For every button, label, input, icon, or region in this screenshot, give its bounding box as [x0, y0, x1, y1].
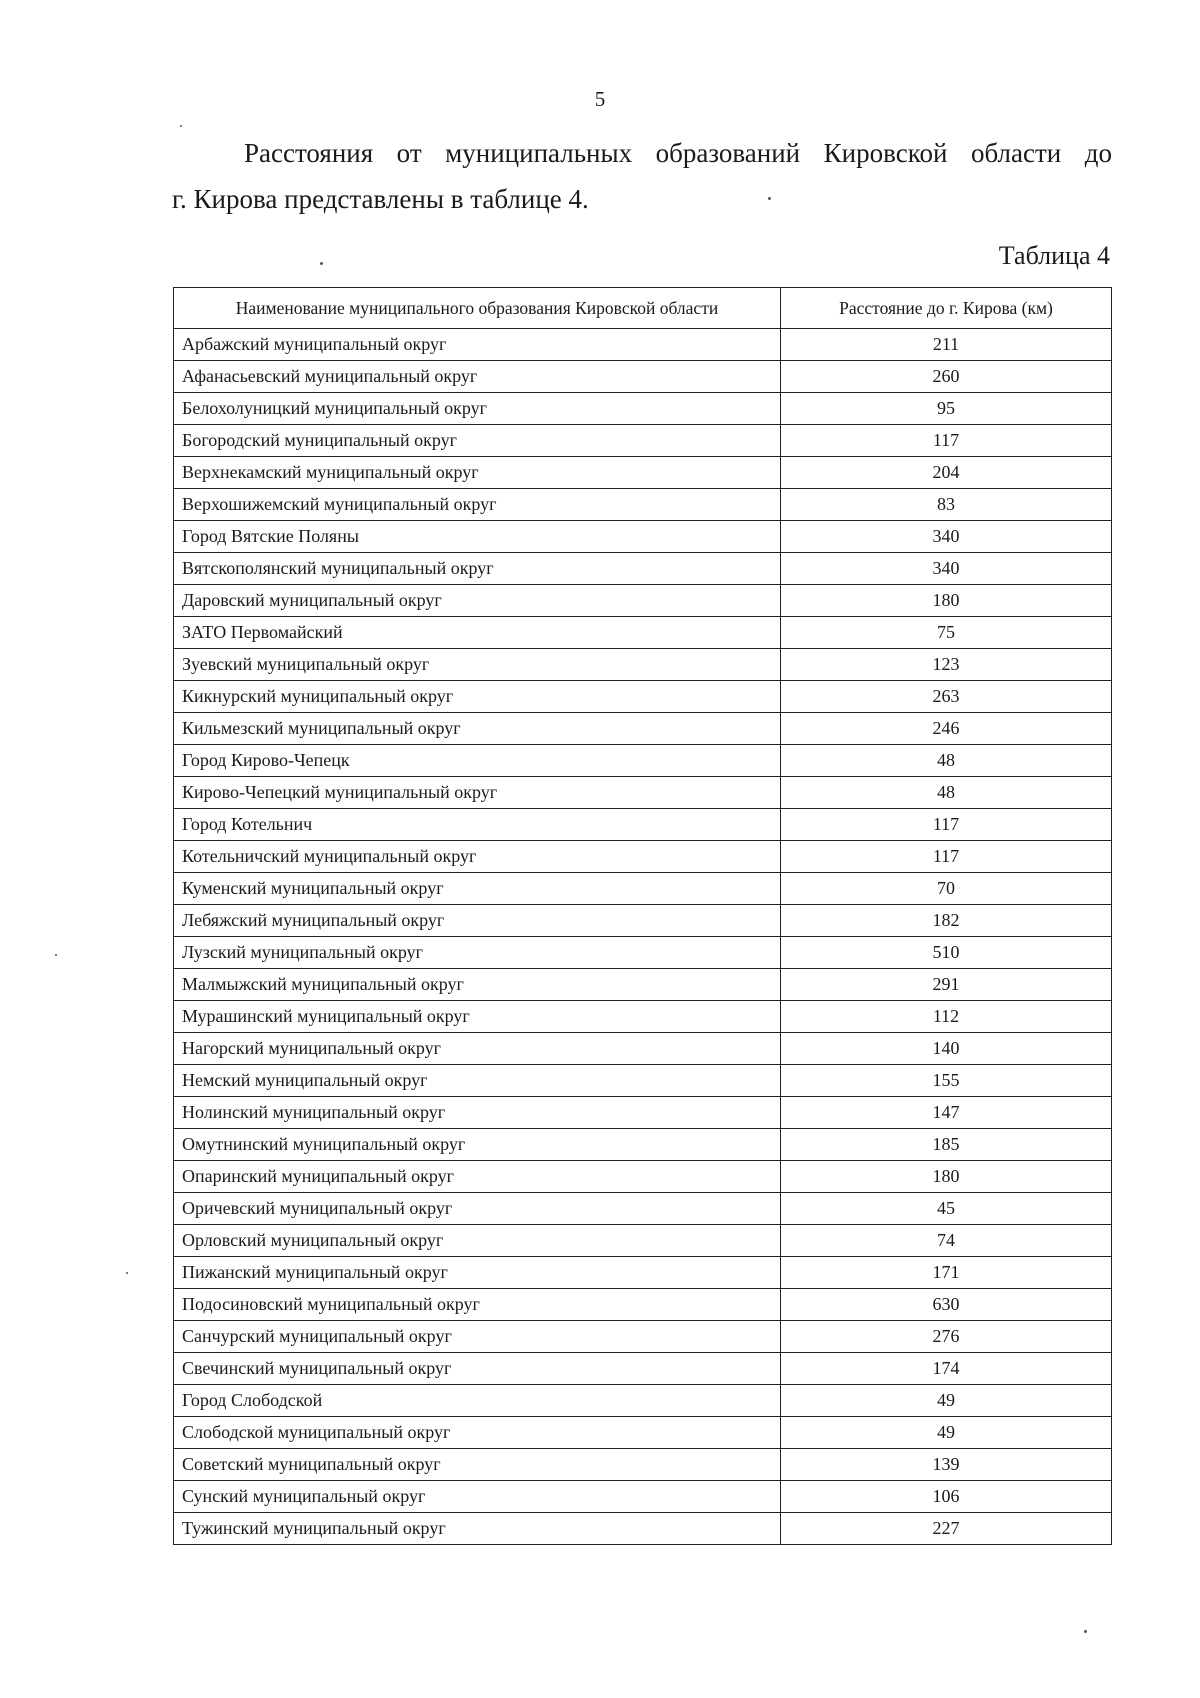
distance-km: 510 — [781, 937, 1112, 969]
municipality-name: Лузский муниципальный округ — [174, 937, 781, 969]
intro-paragraph — [172, 130, 1112, 222]
distance-km: 185 — [781, 1129, 1112, 1161]
distance-km: 117 — [781, 809, 1112, 841]
table-row — [174, 361, 1112, 393]
table-row — [174, 617, 1112, 649]
scan-speck — [126, 1272, 128, 1274]
scan-speck — [180, 125, 182, 127]
distance-km: 630 — [781, 1289, 1112, 1321]
table-row — [174, 937, 1112, 969]
distance-km: 147 — [781, 1097, 1112, 1129]
distance-km: 340 — [781, 521, 1112, 553]
distance-km: 117 — [781, 425, 1112, 457]
table-row — [174, 777, 1112, 809]
table-row — [174, 681, 1112, 713]
distance-km: 140 — [781, 1033, 1112, 1065]
table-caption: Таблица 4 — [998, 241, 1110, 270]
page-number: 5 — [594, 87, 606, 111]
municipality-name: Санчурский муниципальный округ — [174, 1321, 781, 1353]
table-row — [174, 1257, 1112, 1289]
table-row — [174, 841, 1112, 873]
municipality-name: Город Вятские Поляны — [174, 521, 781, 553]
distance-km: 174 — [781, 1353, 1112, 1385]
municipality-name: Лебяжский муниципальный округ — [174, 905, 781, 937]
distance-km: 95 — [781, 393, 1112, 425]
municipality-name: Белохолуницкий муниципальный округ — [174, 393, 781, 425]
municipality-name: Афанасьевский муниципальный округ — [174, 361, 781, 393]
municipality-name: Свечинский муниципальный округ — [174, 1353, 781, 1385]
table-row — [174, 425, 1112, 457]
distance-km: 180 — [781, 1161, 1112, 1193]
table-row — [174, 1097, 1112, 1129]
table-row — [174, 809, 1112, 841]
distance-km: 182 — [781, 905, 1112, 937]
municipality-name: Тужинский муниципальный округ — [174, 1513, 781, 1545]
intro-line-1: Расстояния от муниципальных образований Кировской области до — [244, 138, 1112, 168]
distance-km: 291 — [781, 969, 1112, 1001]
table-row — [174, 873, 1112, 905]
scan-speck — [1084, 1630, 1087, 1633]
distance-km: 180 — [781, 585, 1112, 617]
distance-km: 70 — [781, 873, 1112, 905]
table-body — [174, 329, 1112, 1545]
table-row — [174, 329, 1112, 361]
municipality-name: Немский муниципальный округ — [174, 1065, 781, 1097]
municipality-name: Сунский муниципальный округ — [174, 1481, 781, 1513]
municipality-name: Верхошижемский муниципальный округ — [174, 489, 781, 521]
table-row — [174, 745, 1112, 777]
municipality-name: Подосиновский муниципальный округ — [174, 1289, 781, 1321]
municipality-name: Орловский муниципальный округ — [174, 1225, 781, 1257]
distance-km: 246 — [781, 713, 1112, 745]
distance-km: 260 — [781, 361, 1112, 393]
municipality-name: Арбажский муниципальный округ — [174, 329, 781, 361]
municipality-name: Кирово-Чепецкий муниципальный округ — [174, 777, 781, 809]
municipality-name: Мурашинский муниципальный округ — [174, 1001, 781, 1033]
distance-km: 123 — [781, 649, 1112, 681]
municipality-name: Пижанский муниципальный округ — [174, 1257, 781, 1289]
municipality-name: Вятскополянский муниципальный округ — [174, 553, 781, 585]
municipality-name: ЗАТО Первомайский — [174, 617, 781, 649]
table-row — [174, 1193, 1112, 1225]
table-row — [174, 553, 1112, 585]
municipality-name: Кикнурский муниципальный округ — [174, 681, 781, 713]
table-row — [174, 1449, 1112, 1481]
distance-km: 211 — [781, 329, 1112, 361]
distance-km: 48 — [781, 745, 1112, 777]
scan-speck — [320, 262, 323, 265]
distance-km: 106 — [781, 1481, 1112, 1513]
table-row — [174, 905, 1112, 937]
municipality-name: Даровский муниципальный округ — [174, 585, 781, 617]
table-row — [174, 649, 1112, 681]
municipality-name: Верхнекамский муниципальный округ — [174, 457, 781, 489]
municipality-name: Малмыжский муниципальный округ — [174, 969, 781, 1001]
municipality-name: Куменский муниципальный округ — [174, 873, 781, 905]
table-row — [174, 1353, 1112, 1385]
municipality-name: Богородский муниципальный округ — [174, 425, 781, 457]
distance-km: 155 — [781, 1065, 1112, 1097]
distance-table — [173, 287, 1112, 1545]
municipality-name: Зуевский муниципальный округ — [174, 649, 781, 681]
municipality-name: Нолинский муниципальный округ — [174, 1097, 781, 1129]
distance-km: 227 — [781, 1513, 1112, 1545]
distance-km: 49 — [781, 1417, 1112, 1449]
municipality-name: Город Слободской — [174, 1385, 781, 1417]
municipality-name: Нагорский муниципальный округ — [174, 1033, 781, 1065]
table-row — [174, 1321, 1112, 1353]
municipality-name: Котельничский муниципальный округ — [174, 841, 781, 873]
distance-km: 49 — [781, 1385, 1112, 1417]
table-row — [174, 1481, 1112, 1513]
table-row — [174, 489, 1112, 521]
distance-km: 45 — [781, 1193, 1112, 1225]
intro-line-2: г. Кирова представлены в таблице 4. — [172, 184, 589, 214]
distance-km: 75 — [781, 617, 1112, 649]
distance-km: 276 — [781, 1321, 1112, 1353]
header-distance: Расстояние до г. Кирова (км) — [781, 288, 1112, 329]
municipality-name: Оричевский муниципальный округ — [174, 1193, 781, 1225]
table-row — [174, 1385, 1112, 1417]
header-municipality: Наименование муниципального образования Кировской области — [174, 288, 781, 329]
table-row — [174, 1225, 1112, 1257]
distance-km: 48 — [781, 777, 1112, 809]
municipality-name: Слободской муниципальный округ — [174, 1417, 781, 1449]
distance-km: 171 — [781, 1257, 1112, 1289]
table-row — [174, 457, 1112, 489]
table-row — [174, 1161, 1112, 1193]
scan-speck — [55, 954, 57, 956]
table-row — [174, 969, 1112, 1001]
distance-km: 340 — [781, 553, 1112, 585]
table-row — [174, 1033, 1112, 1065]
distance-km: 74 — [781, 1225, 1112, 1257]
distance-km: 117 — [781, 841, 1112, 873]
table-header-row — [174, 288, 1112, 329]
distance-km: 204 — [781, 457, 1112, 489]
table-row — [174, 1001, 1112, 1033]
scan-speck — [768, 197, 771, 200]
distance-km: 112 — [781, 1001, 1112, 1033]
distance-km: 263 — [781, 681, 1112, 713]
table-row — [174, 1513, 1112, 1545]
table-row — [174, 1129, 1112, 1161]
distance-km: 83 — [781, 489, 1112, 521]
table-row — [174, 521, 1112, 553]
table-row — [174, 1417, 1112, 1449]
table-row — [174, 713, 1112, 745]
municipality-name: Советский муниципальный округ — [174, 1449, 781, 1481]
municipality-name: Омутнинский муниципальный округ — [174, 1129, 781, 1161]
table-row — [174, 585, 1112, 617]
municipality-name: Опаринский муниципальный округ — [174, 1161, 781, 1193]
table-row — [174, 1289, 1112, 1321]
municipality-name: Город Котельнич — [174, 809, 781, 841]
distance-km: 139 — [781, 1449, 1112, 1481]
municipality-name: Город Кирово-Чепецк — [174, 745, 781, 777]
table-row — [174, 393, 1112, 425]
municipality-name: Кильмезский муниципальный округ — [174, 713, 781, 745]
table-row — [174, 1065, 1112, 1097]
